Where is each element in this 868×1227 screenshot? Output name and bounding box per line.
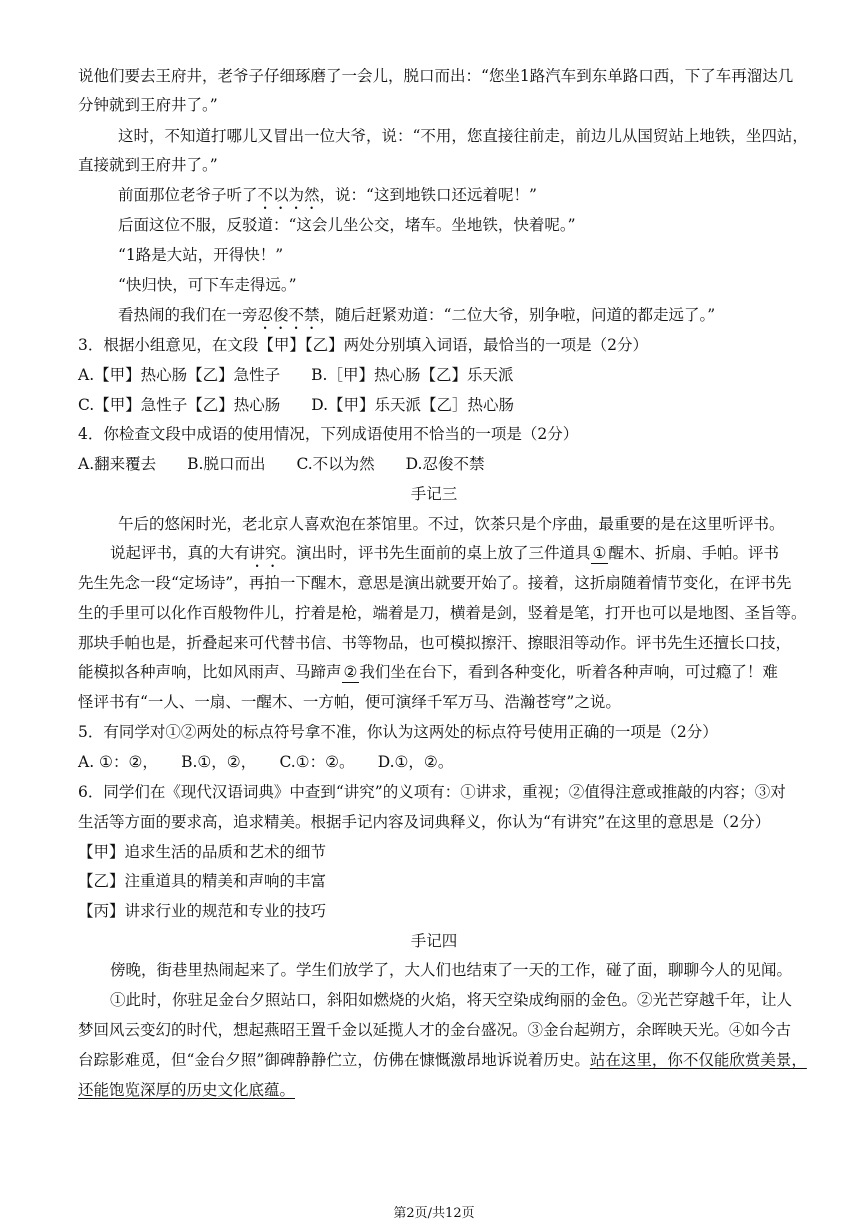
note-3-paragraph-1: 午后的悠闲时光，老北京人喜欢泡在茶馆里。不过，饮茶只是个序曲，最重要的是在这里听评书。 (118, 515, 785, 533)
note-3-line-5: 能模拟各种声响，比如风雨声、马蹄声 ② 我们坐在台下，看到各种变化，听着各种声响，可过瘾了！难 (78, 663, 778, 681)
story-line-9: 看热闹的我们在一旁忍俊不禁，随后赶紧劝道：“二位大爷，别争啦，问道的都走远了。” (118, 306, 716, 324)
story-line-7: “1路是大站，开得快！” (118, 246, 284, 264)
idiom-ren-jun-bu-jin: 忍俊不禁 (257, 306, 320, 324)
question-6-stem-2: 生活等方面的要求高，追求精美。根据手记内容及词典释义，你认为“有讲究”在这里的意思是（2分） (78, 813, 771, 831)
underlined-sentence-part-1: 站在这里，你不仅能欣赏美景， (589, 1051, 807, 1069)
note-4-line-1: ①此时，你驻足金台夕照站口，斜阳如燃烧的火焰，将天空染成绚丽的金色。②光芒穿越千年，让人 (110, 991, 793, 1009)
question-6-option-bing: 【丙】讲求行业的规范和专业的技巧 (78, 902, 327, 920)
story-line-6: 后面这位不服，反驳道：“这会儿坐公交，堵车。坐地铁，快着呢。” (118, 216, 576, 234)
story-line-1: 说他们要去王府井，老爷子仔细琢磨了一会儿，脱口而出：“您坐1路汽车到东单路口西，下了车再溜达几 (78, 67, 794, 85)
blank-1: ① (592, 544, 607, 562)
story-line-3: 这时，不知道打哪儿又冒出一位大爷，说：“不用，您直接往前走，前边儿从国贸站上地铁，坐四站， (118, 127, 808, 145)
note-4-line-3: 台踪影难觅，但“金台夕照”御碑静静伫立，仿佛在慷慨激昂地诉说着历史。站在这里，你不仅能欣赏美景， (78, 1051, 807, 1069)
underlined-sentence-part-2: 还能饱览深厚的历史文化底蕴。 (78, 1081, 296, 1099)
section-title-note-3: 手记三 (410, 485, 458, 503)
note-3-line-3: 生的手里可以化作百般物件儿，拧着是枪，端着是刀，横着是剑，竖着是笔，打开也可以是地图、圣旨等。 (78, 604, 807, 622)
question-3-options-cd: C.【甲】急性子【乙】热心肠 D.【甲】乐天派【乙］热心肠 (78, 396, 515, 414)
note-3-line-6: 怪评书有“一人、一扇、一醒木、一方帕，便可演绎千军万马、浩瀚苍穹”之说。 (78, 693, 621, 711)
question-3-stem: 3．根据小组意见，在文段【甲】【乙】两处分别填入词语，最恰当的一项是（2分） (78, 336, 648, 354)
note-3-line-1: 说起评书，真的大有讲究。演出时，评书先生面前的桌上放了三件道具 ① 醒木、折扇、手帕。评书 (110, 544, 779, 562)
story-line-5: 前面那位老爷子听了不以为然，说：“这到地铁口还远着呢！” (118, 186, 537, 204)
note-4-paragraph-1: 傍晚，街巷里热闹起来了。学生们放学了，大人们也结束了一天的工作，碰了面，聊聊今人的见闻。 (110, 961, 793, 979)
note-4-line-4 (78, 1080, 295, 1100)
note-3-line-2: 先生先念一段“定场诗”，再拍一下醒木，意思是演出就要开始了。接着，这折扇随着情节变化，在评书先 (78, 574, 792, 592)
idiom-bu-yi-wei-ran: 不以为然 (257, 186, 320, 204)
page-number: 第2页/共12页 (393, 1206, 475, 1221)
word-jiang-jiu: 讲究 (249, 544, 281, 562)
story-line-2: 分钟就到王府井了。” (78, 96, 218, 114)
question-5-stem: 5．有同学对①②两处的标点符号拿不准，你认为这两处的标点符号使用正确的一项是（2分） (78, 723, 718, 741)
question-6-stem-1: 6．同学们在《现代汉语词典》中查到“讲究”的义项有：①讲求，重视；②值得注意或推敲的内容；③对 (78, 783, 786, 801)
blank-2: ② (343, 663, 358, 681)
section-title-note-4: 手记四 (410, 932, 458, 950)
story-line-8: “快归快，可下车走得远。” (118, 276, 297, 294)
note-3-line-4: 那块手帕也是，折叠起来可代替书信、书等物品，也可模拟擦汗、擦眼泪等动作。评书先生还擅长口技， (78, 634, 792, 652)
note-4-line-2: 梦回风云变幻的时代，想起燕昭王置千金以延揽人才的金台盛况。③金台起朔方，余晖映天光。④如今古 (78, 1021, 792, 1039)
question-4-options: A.翻来覆去 B.脱口而出 C.不以为然 D.忍俊不禁 (78, 455, 485, 473)
question-4-stem: 4．你检查文段中成语的使用情况，下列成语使用不恰当的一项是（2分） (78, 425, 579, 443)
question-6-option-yi: 【乙】注重道具的精美和声响的丰富 (78, 872, 327, 890)
question-6-option-jia: 【甲】追求生活的品质和艺术的细节 (78, 843, 327, 861)
question-5-options: A. ①：②， B.①，②， C.①：②。 D.①，②。 (78, 753, 454, 771)
question-3-options-ab: A.【甲】热心肠【乙】急性子 B.［甲】热心肠【乙】乐天派 (78, 366, 514, 384)
story-line-4: 直接就到王府井了。” (78, 156, 218, 174)
